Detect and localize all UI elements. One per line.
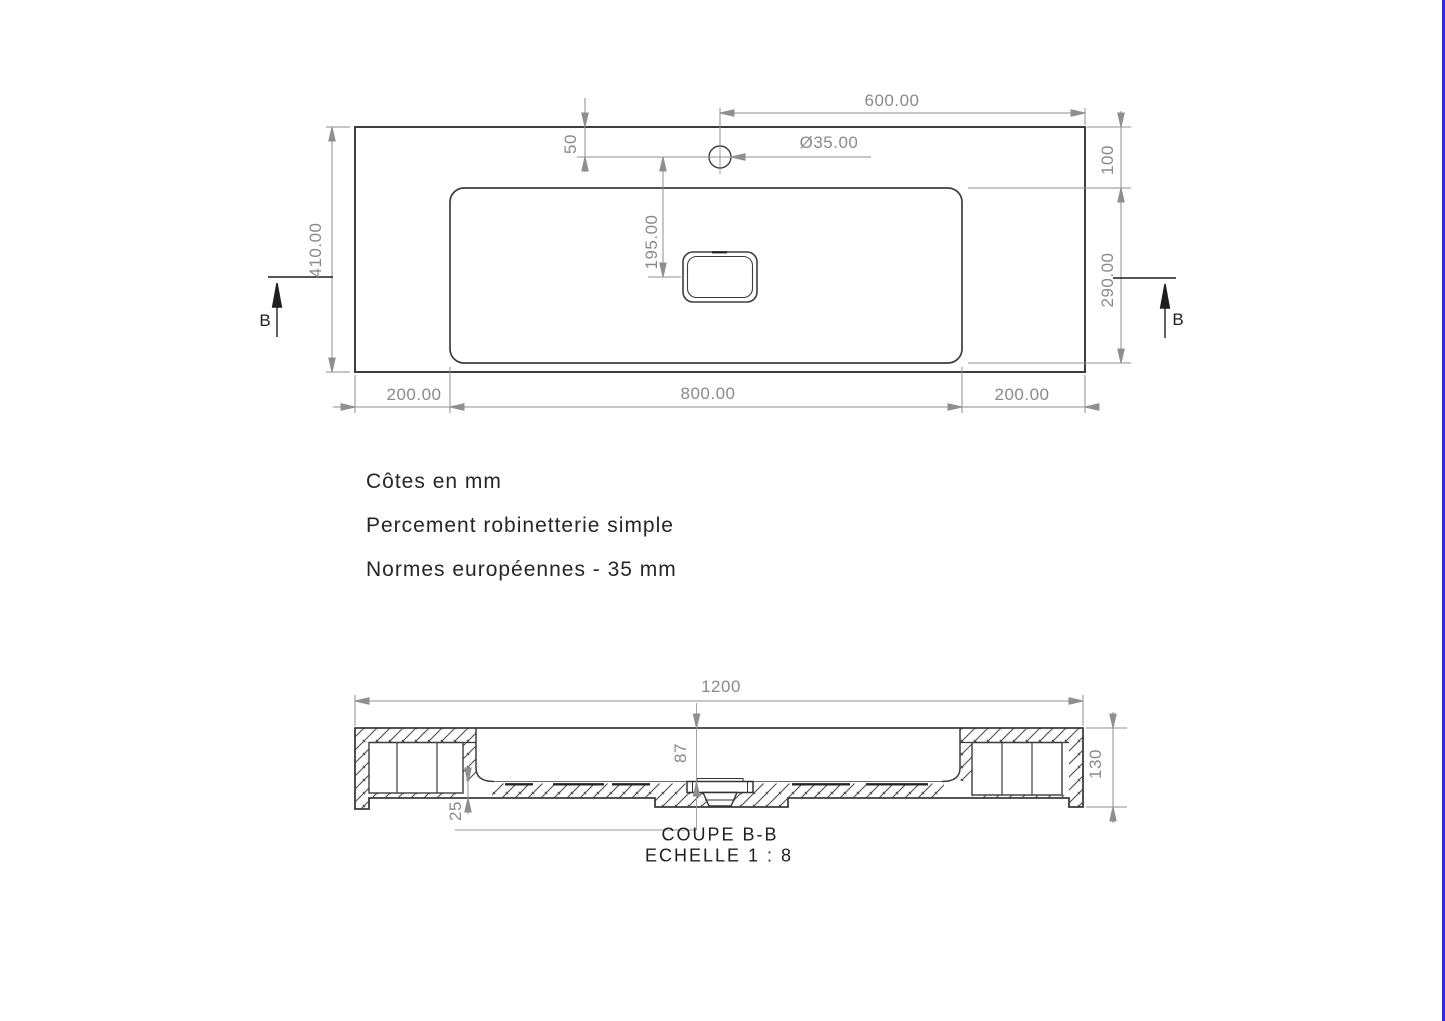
drain-centerline (455, 703, 697, 830)
dim-1200: 1200 (701, 677, 741, 696)
dim-50: 50 (561, 134, 580, 154)
dim-195: 195.00 (642, 214, 661, 270)
dim-200-left: 200.00 (386, 385, 442, 404)
dim-130: 130 (1086, 749, 1105, 779)
top-view (268, 98, 1176, 413)
dim-600: 600.00 (864, 91, 920, 110)
section-title: COUPE B-B (661, 824, 779, 845)
dim-87: 87 (671, 743, 690, 763)
note-units: Côtes en mm (366, 470, 502, 493)
dim-290: 290.00 (1098, 252, 1117, 308)
section-marker-b-right: B (1172, 310, 1184, 329)
drain-top (683, 252, 757, 302)
dim-100: 100 (1098, 145, 1117, 175)
section-marker-b-left: B (259, 311, 271, 330)
dim-200-right: 200.00 (994, 385, 1050, 404)
dim-hole-diameter: Ø35.00 (799, 133, 859, 152)
section-scale: ECHELLE 1 : 8 (644, 845, 794, 866)
note-standards: Normes européennes - 35 mm (366, 558, 677, 581)
dim-25: 25 (446, 801, 465, 821)
dim-410: 410.00 (306, 222, 325, 278)
dim-800: 800.00 (680, 384, 736, 403)
note-drilling: Percement robinetterie simple (366, 514, 674, 537)
section-view (355, 695, 1127, 830)
